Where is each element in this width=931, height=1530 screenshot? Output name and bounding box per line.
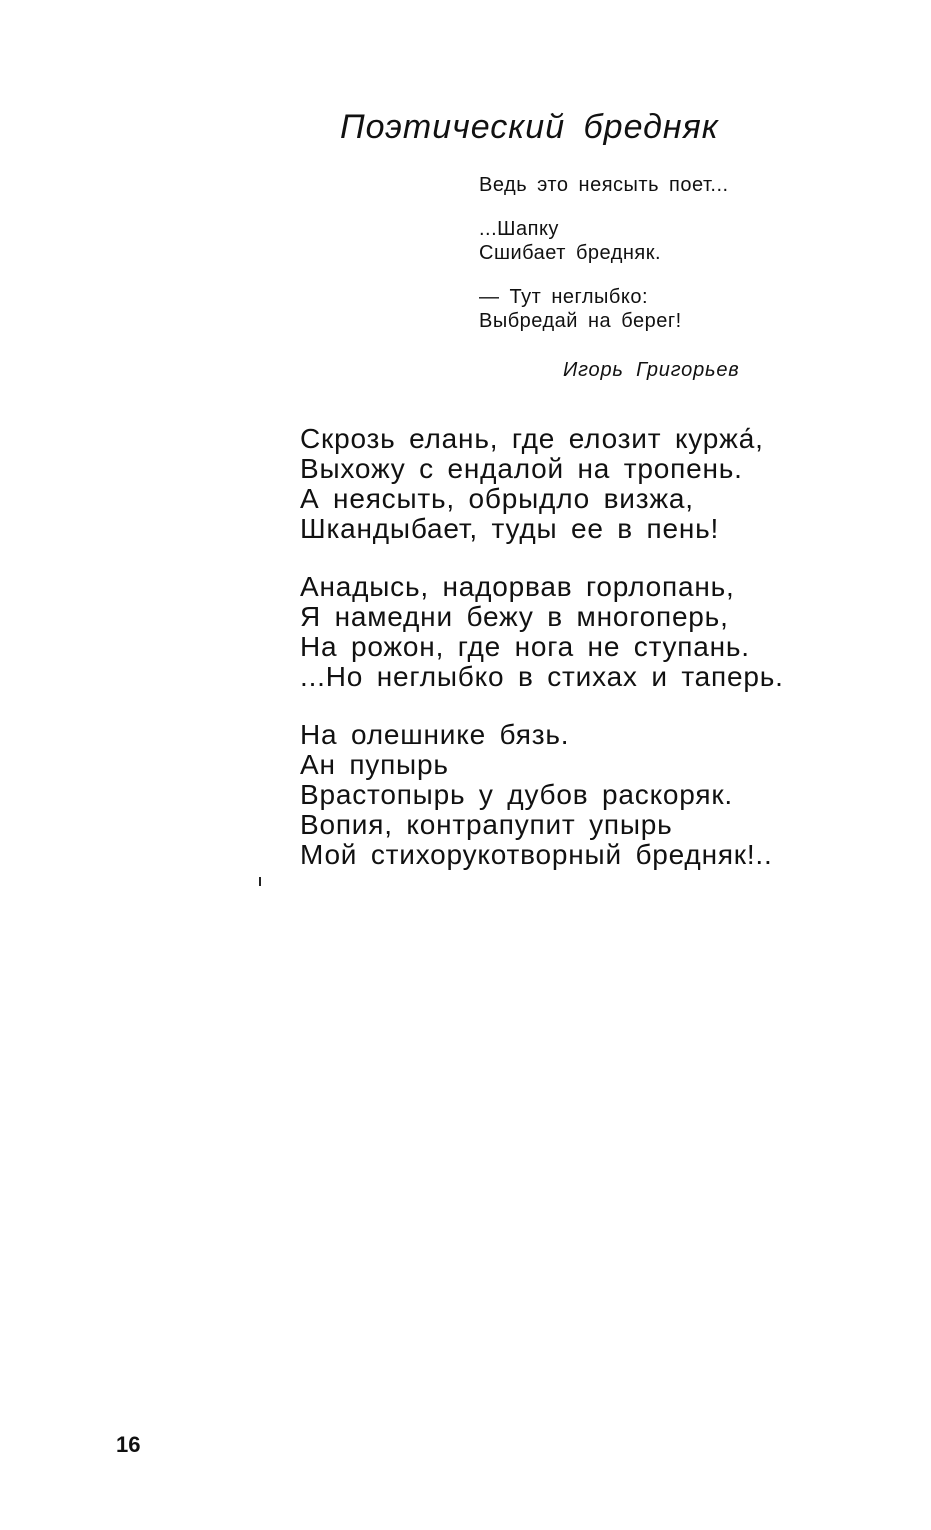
epigraph-line: ...Шапку — [479, 218, 559, 240]
poem-line: Шкандыбает, туды ее в пень! — [300, 513, 720, 544]
poem-line: Вопия, контрапупит упырь — [300, 809, 673, 840]
epigraph-gap — [479, 265, 729, 285]
stanza-gap — [300, 692, 784, 720]
page-number: 16 — [116, 1432, 141, 1457]
epigraph-line: Сшибает бредняк. — [479, 242, 662, 264]
epigraph-line: Выбредай на берег! — [479, 310, 682, 332]
poem-title: Поэтический бредняк — [340, 108, 719, 146]
poem-line: ...Но неглыбко в стихах и таперь. — [300, 661, 784, 692]
poem-body — [300, 424, 784, 870]
poem-line: А неясыть, обрыдло визжа, — [300, 483, 694, 514]
poem-line: Анадысь, надорвав горлопань, — [300, 571, 735, 602]
poem-line: На рожон, где нога не ступань. — [300, 631, 750, 662]
stanza-gap — [300, 544, 784, 572]
epigraph — [479, 173, 729, 333]
epigraph-gap — [479, 197, 729, 217]
poem-line: Я намедни бежу в многоперь, — [300, 601, 729, 632]
poem-line: Врастопырь у дубов раскоряк. — [300, 779, 733, 810]
print-mark — [259, 877, 261, 886]
poem-line: Ан пупырь — [300, 749, 449, 780]
poem-line: Выхожу с ендалой на тропень. — [300, 453, 743, 484]
poem-line: На олешнике бязь. — [300, 719, 570, 750]
poem-line: Скрозь елань, где елозит куржа́, — [300, 423, 764, 454]
epigraph-line: — Тут неглыбко: — [479, 286, 649, 308]
epigraph-author: Игорь Григорьев — [563, 359, 740, 381]
poem-line: Мой стихорукотворный бредняк!.. — [300, 839, 773, 870]
epigraph-line: Ведь это неясыть поет... — [479, 174, 729, 196]
